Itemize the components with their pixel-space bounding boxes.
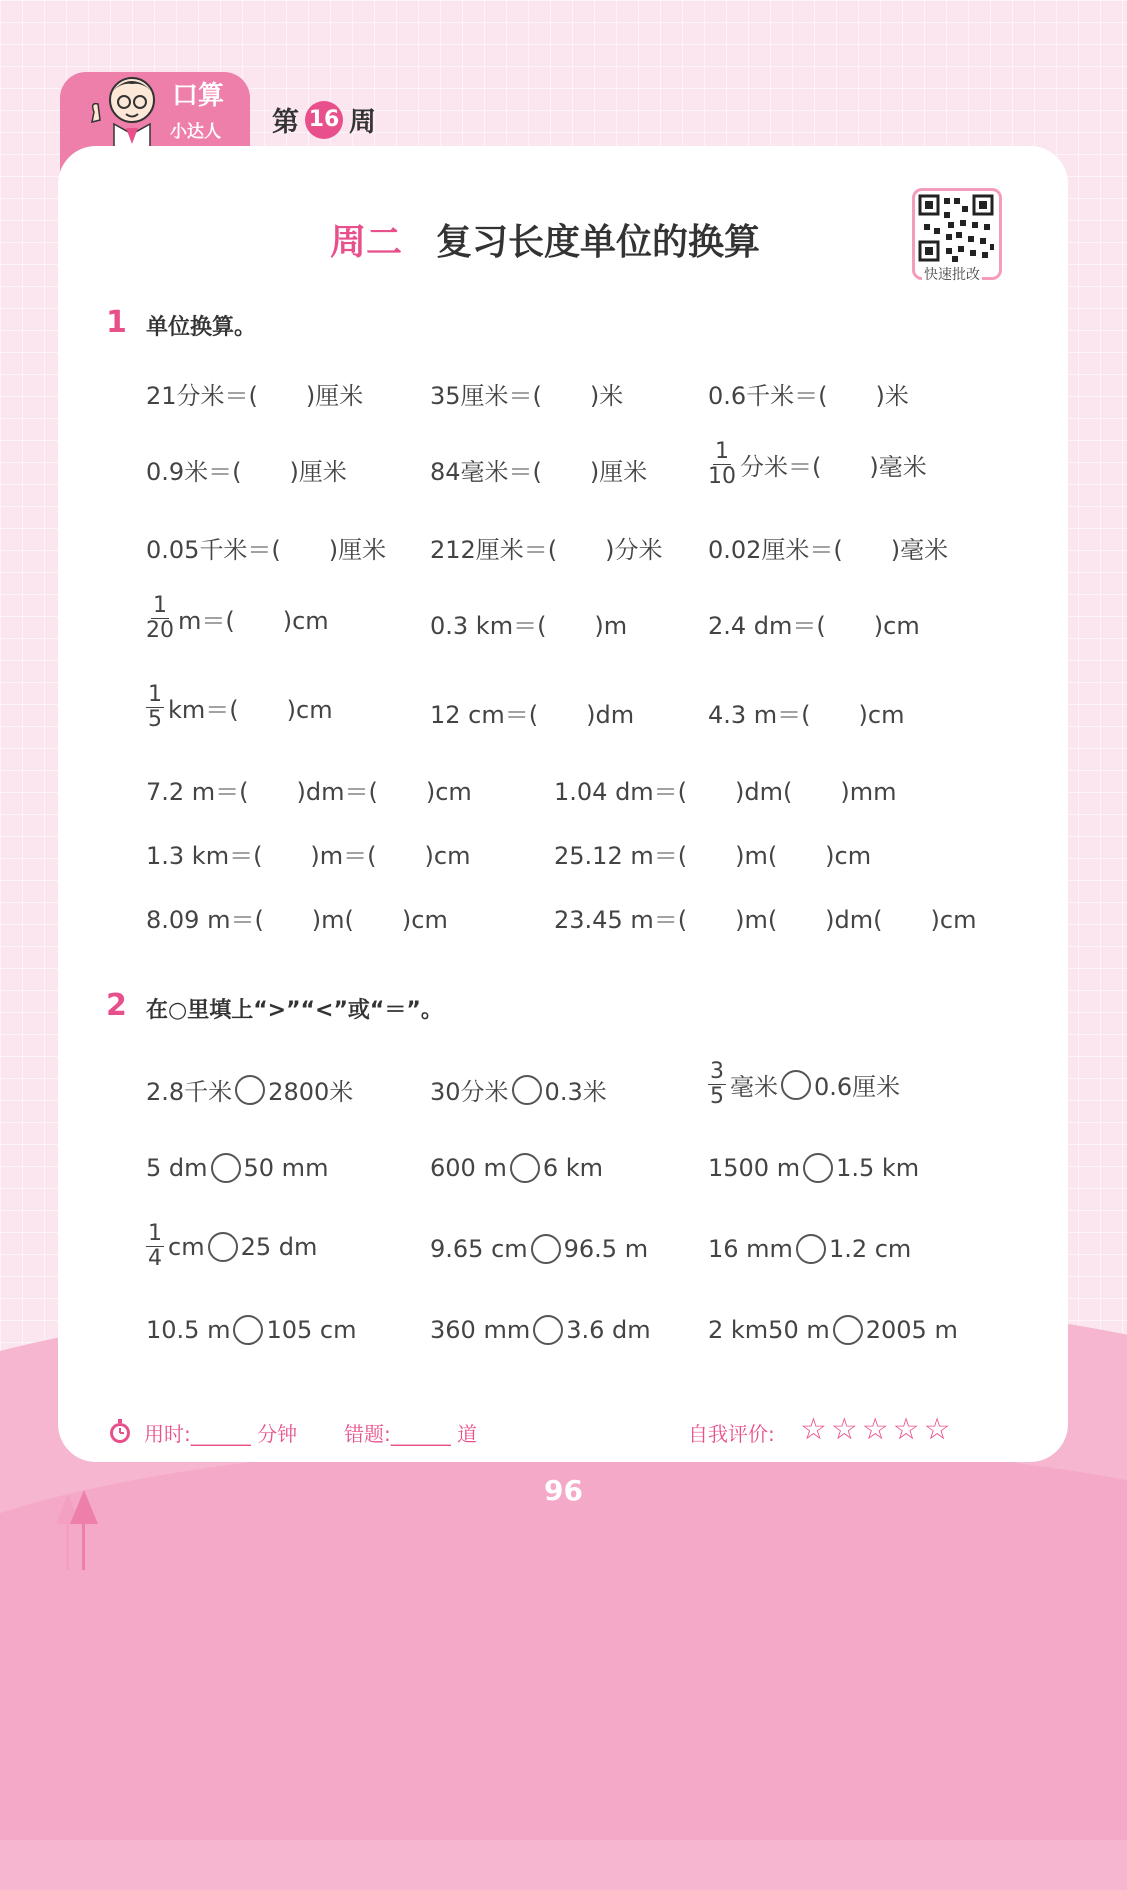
stopwatch-icon <box>107 1418 133 1444</box>
fraction: $\frac{3}{5}$ <box>710 1059 724 1109</box>
comparison[interactable]: 2.8千米 2800米 <box>146 1072 353 1107</box>
fraction: $\frac{1}{5}$ <box>148 682 162 732</box>
answer-circle[interactable] <box>211 1153 241 1183</box>
comparison[interactable]: 2 km50 m 2005 m <box>708 1316 958 1344</box>
answer-circle[interactable] <box>208 1232 238 1262</box>
comparison[interactable]: 1500 m 1.5 km <box>708 1154 920 1182</box>
mascot-icon <box>80 72 170 152</box>
page-title <box>330 214 760 265</box>
comparison[interactable]: 9.65 cm 96.5 m <box>430 1235 649 1263</box>
question[interactable]: 84毫米＝( )厘米 <box>430 458 648 486</box>
question[interactable]: 0.6千米＝( )米 <box>708 382 909 410</box>
week-label <box>272 100 376 139</box>
title-day: 周二 <box>330 222 403 263</box>
rating-label: 自我评价: <box>688 1422 775 1446</box>
comparison[interactable]: 16 mm 1.2 cm <box>708 1235 912 1263</box>
section-number: 2 <box>106 988 127 1023</box>
tree-icon <box>54 1490 100 1570</box>
section-title: 单位换算。 <box>146 315 257 340</box>
question[interactable]: 12 cm＝( )dm <box>430 701 635 729</box>
question[interactable]: 0.3 km＝( )m <box>430 612 628 640</box>
question[interactable]: 35厘米＝( )米 <box>430 382 624 410</box>
answer-circle[interactable] <box>796 1234 826 1264</box>
answer-circle[interactable] <box>533 1315 563 1345</box>
fraction: $\frac{1}{10}$ <box>708 439 736 489</box>
question[interactable]: $\frac{1}{5}$ km＝( )cm <box>148 682 333 732</box>
question[interactable]: 23.45 m＝( )m( )dm( )cm <box>554 906 977 934</box>
question[interactable]: 7.2 m＝( )dm＝( )cm <box>146 778 472 806</box>
question[interactable]: 8.09 m＝( )m( )cm <box>146 906 448 934</box>
comparison[interactable]: 10.5 m 105 cm <box>146 1316 357 1344</box>
section-title: 在○里填上“>”“<”或“＝”。 <box>146 998 443 1023</box>
question[interactable]: 0.05千米＝( )厘米 <box>146 536 387 564</box>
question[interactable]: 4.3 m＝( )cm <box>708 701 905 729</box>
rating-stars[interactable]: ☆☆☆☆☆ <box>800 1412 955 1447</box>
comparison[interactable]: $\frac{1}{4}$ cm 25 dm <box>148 1221 318 1271</box>
week-number: 16 <box>305 101 343 139</box>
title-text: 复习长度单位的换算 <box>436 222 761 263</box>
answer-circle[interactable] <box>803 1153 833 1183</box>
answer-circle[interactable] <box>833 1315 863 1345</box>
question[interactable]: 2.4 dm＝( )cm <box>708 612 920 640</box>
question[interactable]: $\frac{1}{20}$ m＝( )cm <box>146 593 329 643</box>
badge-title: 口算 <box>172 81 225 111</box>
answer-circle[interactable] <box>510 1153 540 1183</box>
fraction: $\frac{1}{4}$ <box>148 1221 162 1271</box>
fraction: $\frac{1}{20}$ <box>146 593 174 643</box>
question[interactable]: 0.02厘米＝( )毫米 <box>708 536 949 564</box>
answer-circle[interactable] <box>512 1075 542 1105</box>
question[interactable]: 21分米＝( )厘米 <box>146 382 364 410</box>
time-field[interactable]: 用时:______ 分钟 <box>144 1422 298 1446</box>
question[interactable]: 25.12 m＝( )m( )cm <box>554 842 872 870</box>
question[interactable]: 1.04 dm＝( )dm( )mm <box>554 778 897 806</box>
answer-circle[interactable] <box>781 1070 811 1100</box>
answer-circle[interactable] <box>235 1075 265 1105</box>
question[interactable]: $\frac{1}{10}$ 分米＝( )毫米 <box>708 439 927 489</box>
question[interactable]: 0.9米＝( )厘米 <box>146 458 347 486</box>
comparison[interactable]: $\frac{3}{5}$ 毫米 0.6厘米 <box>710 1059 901 1109</box>
answer-circle[interactable] <box>531 1234 561 1264</box>
comparison[interactable]: 5 dm 50 mm <box>146 1154 329 1182</box>
question[interactable]: 212厘米＝( )分米 <box>430 536 663 564</box>
question[interactable]: 1.3 km＝( )m＝( )cm <box>146 842 471 870</box>
week-suffix: 周 <box>349 107 376 138</box>
comparison[interactable]: 600 m 6 km <box>430 1154 604 1182</box>
comparison[interactable]: 30分米 0.3米 <box>430 1072 607 1107</box>
week-prefix: 第 <box>272 107 299 138</box>
section-number: 1 <box>106 305 127 340</box>
answer-circle[interactable] <box>233 1315 263 1345</box>
badge-subtitle: 小达人 <box>170 122 221 142</box>
qr-label: 快速批改 <box>922 264 982 284</box>
errors-field[interactable]: 错题:______ 道 <box>344 1422 478 1446</box>
comparison[interactable]: 360 mm 3.6 dm <box>430 1316 651 1344</box>
page-number: 96 <box>544 1474 583 1507</box>
